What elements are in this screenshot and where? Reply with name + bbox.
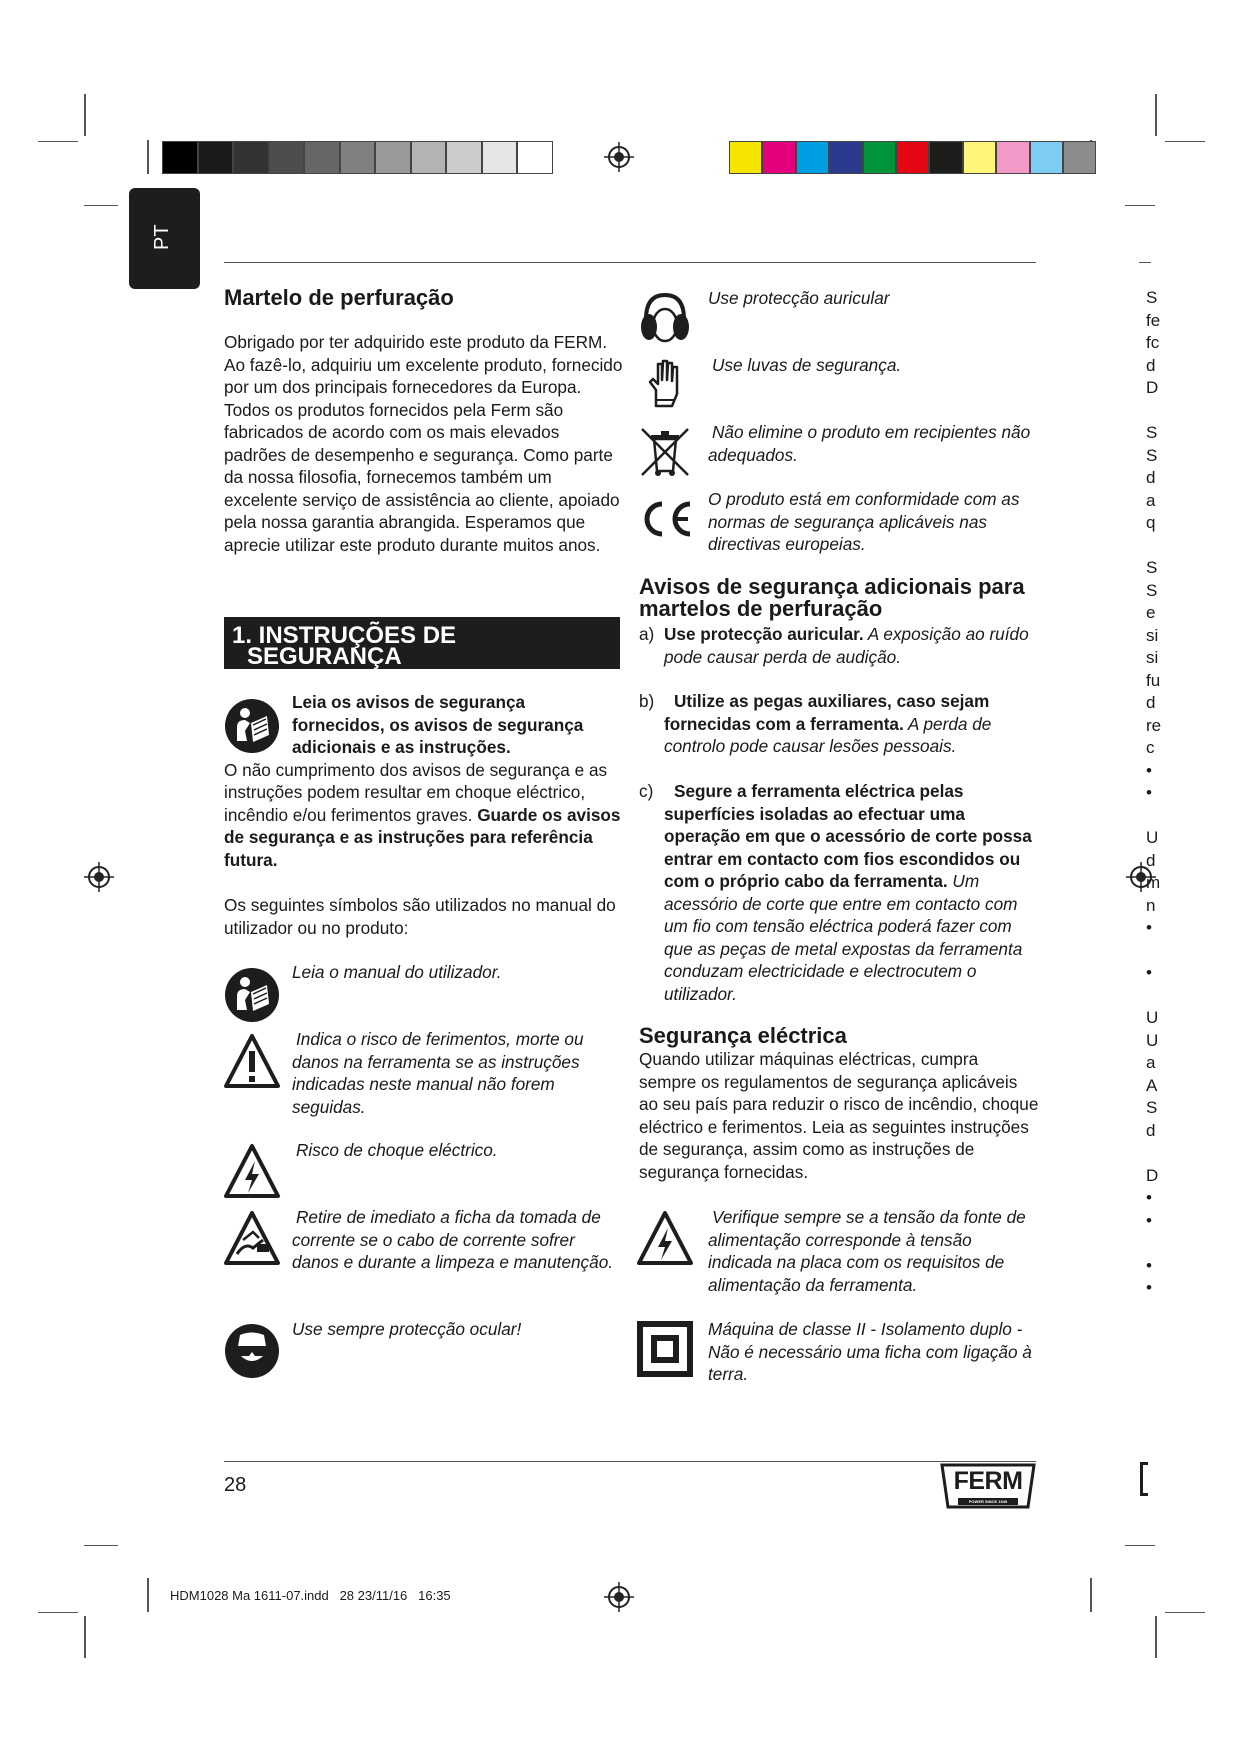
symbol-text: Máquina de classe II - Isolamento duplo - Não é necessário uma ficha com ligação à terra. (708, 1319, 1032, 1384)
symbol-text: Indica o risco de ferimentos, morte ou danos na ferramenta se as instruções indicadas neste manual não forem seguidas. (292, 1029, 584, 1117)
bleed-letter: • (1146, 918, 1152, 937)
symbol-text: Use luvas de segurança. (712, 355, 902, 375)
bleed-letter: S (1146, 423, 1158, 442)
bleed-letter: S (1146, 445, 1158, 465)
item-text: A exposição ao ruído pode causar perda de audição. (664, 624, 1029, 667)
bleed-letter: S (1146, 580, 1158, 600)
item-text: Um acessório de corte que entre em contacto com um fio com tensão eléctrica poderá fazer com que as peças de metal expostas da ferramenta conduzam electricidade e electrocutem o utilizador. (664, 871, 1023, 1004)
footer-rule (224, 1461, 1036, 1462)
weee-bin-icon (636, 423, 694, 481)
color-swatch (411, 141, 447, 174)
registration-mark-icon (84, 862, 114, 892)
color-swatch (729, 141, 762, 174)
color-swatch (829, 141, 862, 174)
bleed-letter: a (1146, 490, 1156, 510)
ferm-logo (940, 1463, 1036, 1509)
bleed-letter: re (1146, 715, 1162, 735)
crop-mark (84, 1545, 118, 1546)
color-swatch (929, 141, 962, 174)
bleed-letter: d (1146, 468, 1156, 487)
color-swatch (340, 141, 376, 174)
ferm-logo-tagline: POWER SINCE 1949 (968, 1499, 1008, 1504)
symbol-text: Use sempre protecção ocular! (292, 1319, 522, 1339)
color-swatch (1030, 141, 1063, 174)
bleed-letter: • (1146, 760, 1152, 780)
color-swatch (896, 141, 929, 174)
color-swatch (198, 141, 234, 174)
crop-mark (147, 140, 149, 174)
ear-protection-icon (636, 289, 694, 347)
bleed-letter: e (1146, 603, 1156, 622)
crop-mark (1125, 1545, 1155, 1546)
warning-item-c (639, 780, 1039, 1005)
symbol-text: Verifique sempre se a tensão da fonte de alimentação corresponde à tensão indicada na placa com os requisitos de alimentação da ferramenta. (708, 1207, 1026, 1295)
bleed-letter: a (1146, 1053, 1156, 1072)
color-swatch (963, 141, 996, 174)
color-swatch (517, 141, 553, 174)
color-swatch (269, 141, 305, 174)
bleed-letter: U (1146, 1008, 1159, 1027)
bleed-letter: fc (1146, 333, 1160, 352)
bleed-letter: • (1146, 1188, 1152, 1207)
symbol-text: Risco de choque eléctrico. (296, 1140, 498, 1160)
safety-warning-paragraph (224, 691, 624, 871)
ce-mark-icon (636, 490, 694, 548)
bleed-letter: • (1146, 1255, 1152, 1275)
heading-additional-warnings: Avisos de segurança adicionais para martelos de perfuração (639, 574, 1025, 621)
crop-mark (38, 1612, 78, 1613)
item-text: A perda de controlo pode causar lesões pessoais. (664, 713, 992, 756)
electric-shock-icon (223, 1143, 281, 1201)
next-page-bleed-logo (1140, 1462, 1148, 1496)
item-bold: Utilize as pegas auxiliares, caso sejam fornecidas com a ferramenta. (664, 691, 990, 734)
registration-mark-icon (604, 142, 634, 172)
page-number: 28 (224, 1474, 247, 1496)
section-heading-safety (224, 617, 620, 669)
bleed-letter: U (1146, 1030, 1159, 1050)
section-heading-line1: 1. INSTRUÇÕES DE (232, 622, 457, 649)
bleed-letter: D (1146, 1165, 1159, 1185)
eye-protection-icon (223, 1322, 281, 1380)
bleed-letter: • (1146, 1278, 1152, 1297)
color-swatch (863, 141, 896, 174)
bleed-letter: fu (1146, 670, 1161, 690)
warning-bold-lead: Leia os avisos de segurança fornecidos, os avisos de segurança adicionais e as instruções. (292, 692, 584, 757)
bleed-letter: m (1146, 873, 1161, 892)
symbol-text: Use protecção auricular (708, 288, 890, 308)
bleed-letter: • (1146, 783, 1152, 802)
crop-mark (147, 1578, 149, 1612)
print-slug: HDM1028 Ma 1611-07.indd 28 23/11/16 16:35 (170, 1588, 451, 1603)
bleed-letter: d (1146, 355, 1156, 375)
bleed-letter: • (1146, 963, 1152, 982)
color-swatch (762, 141, 795, 174)
bleed-letter: A (1146, 1075, 1158, 1095)
crop-mark (84, 1616, 86, 1658)
item-label: b) (639, 691, 655, 711)
section-heading-line2: SEGURANÇA (247, 643, 402, 670)
top-rule (224, 262, 1036, 263)
item-bold: Segure a ferramenta eléctrica pelas superfícies isoladas ao efectuar uma operação em que o acessório de corte possa entrar em contacto com fios escondidos ou com o próprio cabo da ferramenta. (664, 781, 1032, 891)
bleed-letter: c (1146, 738, 1155, 757)
symbols-intro: Os seguintes símbolos são utilizados no manual do utilizador ou no produto: (224, 895, 616, 938)
color-swatch (233, 141, 269, 174)
symbol-text: O produto está em conformidade com as normas de segurança aplicáveis nas directivas europeias. (708, 489, 1020, 554)
electrical-safety-paragraph: Quando utilizar máquinas eléctricas, cumpra sempre os regulamentos de segurança aplicáveis ao seu país para reduzir o risco de incêndio, choque eléctrico e ferimentos. Leia as seguintes instruções de segurança, assim como as instruções de segurança fornecidas. (639, 1049, 1039, 1182)
class-ii-icon (636, 1320, 694, 1378)
crop-mark (1125, 205, 1155, 206)
warning-item-b (639, 690, 1039, 758)
read-manual-icon (223, 966, 281, 1024)
bleed-letter: si (1146, 625, 1159, 645)
bleed-letter: d (1146, 850, 1156, 870)
bleed-letter: S (1146, 288, 1158, 307)
bleed-letter: S (1146, 558, 1158, 577)
crop-mark (38, 141, 78, 142)
bleed-letter: U (1146, 828, 1159, 847)
language-tab-label: PT (151, 224, 173, 250)
bleed-letter: q (1146, 513, 1156, 532)
symbol-text: Não elimine o produto em recipientes não adequados. (708, 422, 1031, 465)
next-page-bleed-rule (1139, 262, 1151, 263)
color-swatch (482, 141, 518, 174)
gloves-icon (636, 356, 694, 414)
bleed-letter: S (1146, 1098, 1158, 1117)
crop-mark (1090, 1578, 1092, 1612)
bleed-letter: • (1146, 1210, 1152, 1230)
color-swatch (996, 141, 1029, 174)
warning-item-a (639, 623, 1039, 668)
crop-mark (1165, 141, 1205, 142)
warning-triangle-icon (223, 1033, 281, 1091)
bleed-letter: n (1146, 895, 1156, 915)
color-swatch (796, 141, 829, 174)
ferm-logo-text: FERM (953, 1467, 1023, 1495)
item-label: a) (639, 624, 655, 644)
page-title: Martelo de perfuração (224, 285, 454, 310)
bleed-letter: fe (1146, 310, 1161, 330)
bleed-letter: d (1146, 693, 1156, 712)
color-swatch (375, 141, 411, 174)
crop-mark (84, 205, 118, 206)
color-swatch (1063, 141, 1096, 174)
color-swatch (304, 141, 340, 174)
color-swatch (162, 141, 198, 174)
warning-bold-keep: Guarde os avisos de segurança e as instruções para referência futura. (224, 804, 621, 870)
color-swatch (446, 141, 482, 174)
crop-mark (1155, 1616, 1157, 1658)
item-label: c) (639, 781, 654, 801)
crop-mark (1165, 1612, 1205, 1613)
item-bold: Use protecção auricular. (664, 624, 864, 644)
symbol-text: Retire de imediato a ficha da tomada de corrente se o cabo de corrente sofrer danos e durante a limpeza e manutenção. (292, 1207, 614, 1272)
bleed-letter: d (1146, 1120, 1156, 1140)
crop-mark (1155, 94, 1157, 136)
bleed-letter: si (1146, 648, 1159, 667)
unplug-icon (223, 1210, 281, 1268)
language-tab (129, 188, 200, 289)
intro-paragraph: Obrigado por ter adquirido este produto da FERM. Ao fazê-lo, adquiriu um excelente produto, fornecido por um dos principais fornecedores da Europa. Todos os produtos fornecidos pela Ferm são fabricados de acordo com os mais elevados padrões de desempenho e segurança. Como parte da nossa filosofia, fornecemos também um excelente serviço de assistência ao cliente, apoiado pela nossa garantia abrangida. Esperamos que aprecie utilizar este produto durante muitos anos. (224, 332, 623, 555)
warning-body: O não cumprimento dos avisos de segurança e as instruções podem resultar em choque eléctrico, incêndio e/ou ferimentos graves. (224, 759, 608, 825)
registration-mark-icon (604, 1582, 634, 1612)
symbol-text: Leia o manual do utilizador. (292, 962, 502, 982)
crop-mark (84, 94, 86, 136)
bleed-letter: D (1146, 378, 1159, 397)
voltage-warning-icon (636, 1210, 694, 1268)
heading-electrical-safety: Segurança eléctrica (639, 1023, 847, 1048)
